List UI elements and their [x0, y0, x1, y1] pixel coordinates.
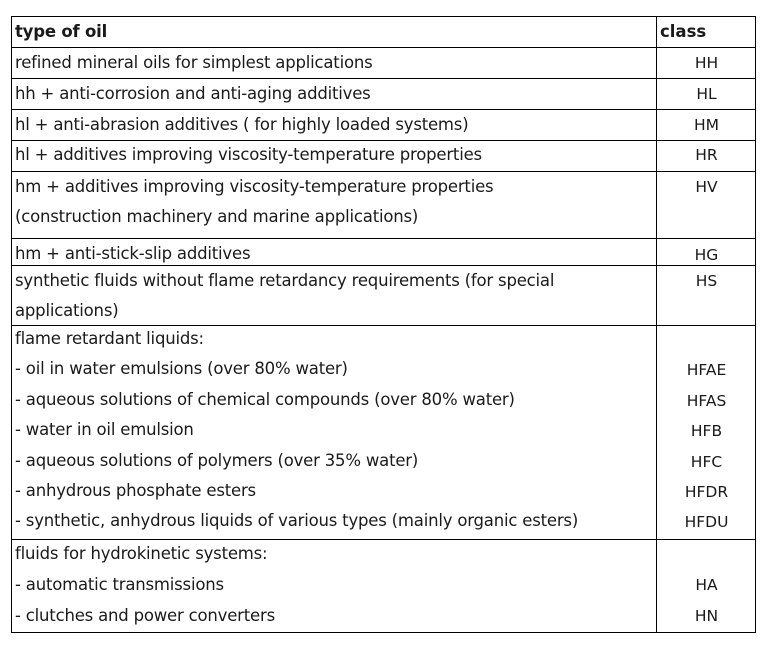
- row-type: hl + anti-abrasion additives ( for highly loaded systems): [15, 115, 469, 134]
- group-item-class: HN: [694, 607, 719, 625]
- group-item-class: HA: [695, 576, 718, 594]
- group-item-type: - synthetic, anhydrous liquids of various types (mainly organic esters): [15, 511, 579, 530]
- group-item-class: HFC: [690, 453, 723, 471]
- row-divider: [11, 539, 756, 540]
- row-divider: [11, 78, 756, 79]
- header-class: class: [660, 22, 707, 41]
- row-divider: [11, 171, 756, 172]
- row-type-line: (construction machinery and marine applications): [15, 207, 419, 226]
- row-type: hl + additives improving viscosity-temperature properties: [15, 145, 482, 164]
- row-divider: [11, 265, 756, 266]
- row-type-line: applications): [15, 301, 119, 320]
- group-heading: flame retardant liquids:: [15, 329, 204, 348]
- row-divider: [11, 47, 756, 48]
- group-item-type: - anhydrous phosphate esters: [15, 481, 256, 500]
- group-item-type: - water in oil emulsion: [15, 420, 194, 439]
- row-type-line: synthetic fluids without flame retardancy requirements (for special: [15, 271, 555, 290]
- row-class: HL: [696, 85, 717, 103]
- row-class: HH: [694, 54, 719, 72]
- row-type: hm + anti-stick-slip additives: [15, 244, 251, 263]
- group-item-class: HFB: [690, 422, 723, 440]
- group-item-class: HFDR: [684, 483, 729, 501]
- header-type-of-oil: type of oil: [15, 22, 108, 41]
- row-divider: [11, 325, 756, 326]
- row-type: refined mineral oils for simplest applications: [15, 53, 373, 72]
- row-class: HV: [695, 178, 718, 196]
- group-item-class: HFDU: [684, 513, 729, 531]
- group-item-type: - aqueous solutions of polymers (over 35% water): [15, 451, 419, 470]
- row-class: HM: [693, 116, 720, 134]
- row-divider: [11, 109, 756, 110]
- row-class: HS: [695, 272, 718, 290]
- group-item-type: - clutches and power converters: [15, 606, 275, 625]
- row-class: HG: [694, 246, 719, 264]
- row-divider: [11, 238, 756, 239]
- group-item-type: - oil in water emulsions (over 80% water): [15, 359, 348, 378]
- row-type: hh + anti-corrosion and anti-aging additives: [15, 84, 371, 103]
- group-item-class: HFAE: [686, 361, 727, 379]
- group-item-class: HFAS: [686, 392, 727, 410]
- row-divider: [11, 140, 756, 141]
- group-heading: fluids for hydrokinetic systems:: [15, 544, 268, 563]
- group-item-type: - automatic transmissions: [15, 575, 224, 594]
- group-item-type: - aqueous solutions of chemical compounds (over 80% water): [15, 390, 515, 409]
- row-class: HR: [695, 146, 718, 164]
- row-type-line: hm + additives improving viscosity-temperature properties: [15, 177, 494, 196]
